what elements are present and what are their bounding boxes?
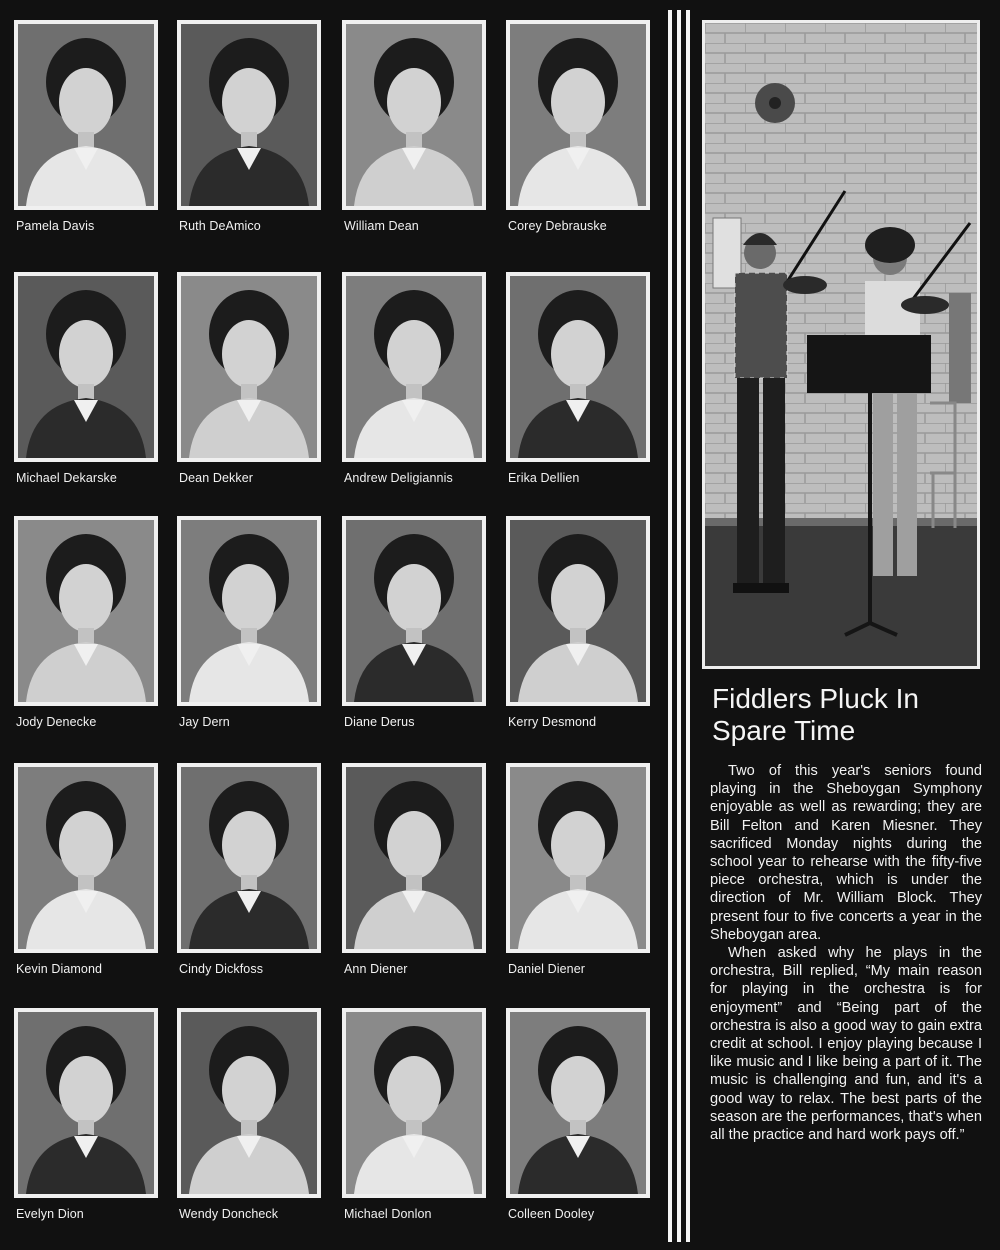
article-paragraph-2: When asked why he plays in the orchestra, Bill replied, “My main reason for playing in the orchestra is for enjoyment” and “Being part of the orchestra is also a good way to gain extra credit at school. I enjoy playing because I like music and I like being a part of it. The music is challenging and fun, and it's a good way to relax. The best parts of the season are the performances, that's when all the practice and hard work pays off.” <box>710 945 982 1144</box>
portrait-card <box>175 516 325 756</box>
portrait-card <box>12 20 162 260</box>
student-name: William Dean <box>344 219 419 233</box>
portrait-card <box>504 272 654 512</box>
portrait-photo <box>342 516 486 706</box>
student-name: Diane Derus <box>344 715 415 729</box>
portrait-photo <box>177 763 321 953</box>
portrait-photo <box>14 1008 158 1198</box>
portrait-photo <box>342 763 486 953</box>
student-name: Cindy Dickfoss <box>179 962 264 976</box>
student-name: Jay Dern <box>179 715 230 729</box>
portrait-card <box>175 272 325 512</box>
portrait-photo <box>14 763 158 953</box>
portrait-card <box>340 20 490 260</box>
portrait-card <box>340 1008 490 1248</box>
portrait-card <box>175 1008 325 1248</box>
student-name: Jody Denecke <box>16 715 97 729</box>
portrait-photo <box>506 516 650 706</box>
article-headline: Fiddlers Pluck In Spare Time <box>712 683 919 746</box>
portrait-photo <box>177 272 321 462</box>
portrait-card <box>504 516 654 756</box>
portrait-photo <box>14 516 158 706</box>
student-name: Ann Diener <box>344 962 408 976</box>
portrait-photo <box>342 1008 486 1198</box>
student-name: Kevin Diamond <box>16 962 103 976</box>
portrait-photo <box>14 20 158 210</box>
student-name: Daniel Diener <box>508 962 586 976</box>
portrait-card <box>340 763 490 1003</box>
orchestra-photo <box>702 20 980 669</box>
portrait-photo <box>506 20 650 210</box>
student-name: Evelyn Dion <box>16 1207 84 1221</box>
portrait-photo <box>14 272 158 462</box>
portrait-card <box>12 272 162 512</box>
portrait-card <box>175 20 325 260</box>
portrait-card <box>12 516 162 756</box>
portrait-photo <box>506 1008 650 1198</box>
article-body <box>710 762 982 1144</box>
student-name: Corey Debrauske <box>508 219 607 233</box>
student-name: Erika Dellien <box>508 471 580 485</box>
student-name: Colleen Dooley <box>508 1207 595 1221</box>
portrait-photo <box>506 272 650 462</box>
student-name: Michael Donlon <box>344 1207 432 1221</box>
student-name: Dean Dekker <box>179 471 254 485</box>
portrait-photo <box>342 272 486 462</box>
portrait-photo <box>177 1008 321 1198</box>
portrait-card <box>12 763 162 1003</box>
portrait-card <box>175 763 325 1003</box>
portrait-card <box>340 516 490 756</box>
divider-rule-3 <box>686 10 690 1242</box>
divider-rule-1 <box>668 10 672 1242</box>
portrait-card <box>504 1008 654 1248</box>
student-name: Ruth DeAmico <box>179 219 261 233</box>
portrait-card <box>340 272 490 512</box>
portrait-photo <box>342 20 486 210</box>
portrait-photo <box>177 20 321 210</box>
student-name: Kerry Desmond <box>508 715 597 729</box>
student-name: Wendy Doncheck <box>179 1207 279 1221</box>
portrait-card <box>504 20 654 260</box>
senior-portrait-grid <box>12 20 657 1240</box>
portrait-photo <box>177 516 321 706</box>
portrait-photo <box>506 763 650 953</box>
portrait-card <box>12 1008 162 1248</box>
divider-rule-2 <box>677 10 681 1242</box>
student-name: Michael Dekarske <box>16 471 117 485</box>
student-name: Pamela Davis <box>16 219 95 233</box>
article-paragraph-1: Two of this year's seniors found playing in the Sheboygan Symphony enjoyable as well as rewarding; they are Bill Felton and Karen Miesner. They sacrificed Monday nights during the school year to rehearse with the fifty-five piece orchestra, which is under the direction of Mr. William Block. They present four to five concerts a year in the Sheboygan area. <box>710 763 982 943</box>
student-name: Andrew Deligiannis <box>344 471 453 485</box>
portrait-card <box>504 763 654 1003</box>
